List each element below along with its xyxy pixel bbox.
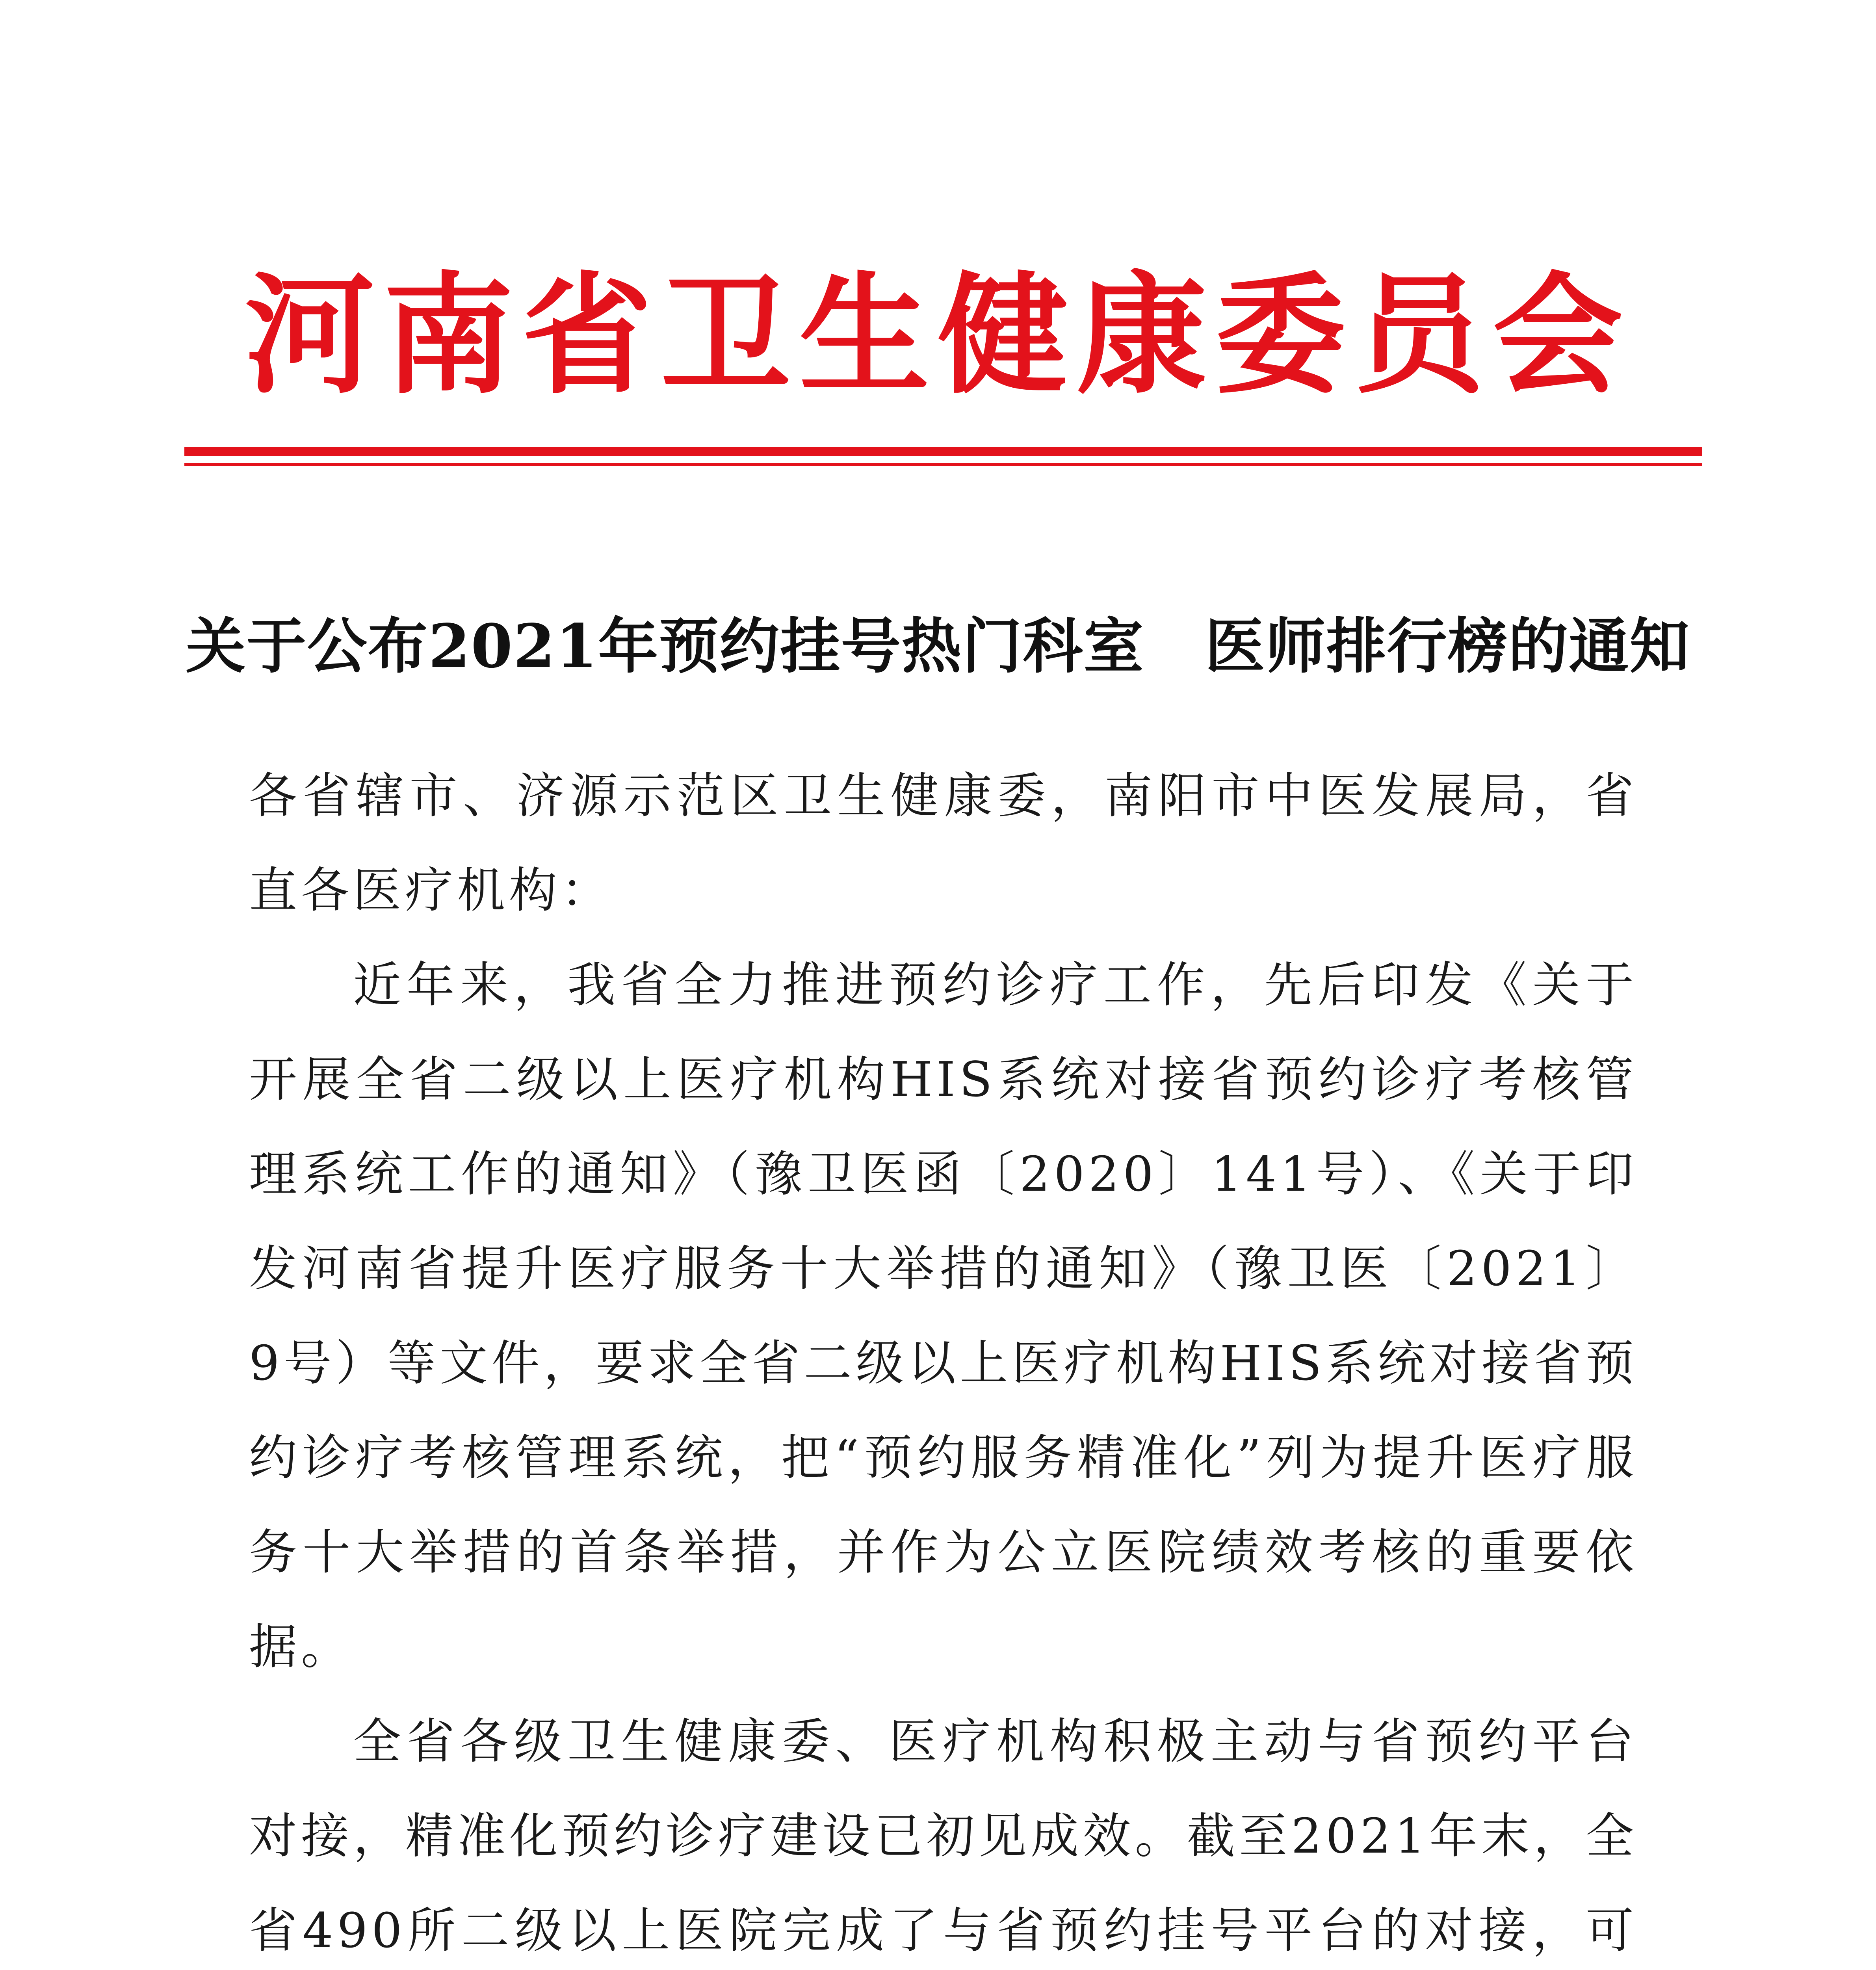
masthead-rule-thick bbox=[184, 447, 1702, 456]
masthead-rule-thin bbox=[184, 463, 1702, 466]
paragraph-2: 全省各级卫生健康委、医疗机构积极主动与省预约平台对接，精准化预约诊疗建设已初见成效。截至2021年末，全省490所二级以上医院完成了与省预约挂号平台的对接，可 bbox=[249, 1714, 1638, 1959]
document-body bbox=[249, 749, 1638, 1970]
paragraph-1: 近年来，我省全力推进预约诊疗工作，先后印发《关于开展全省二级以上医疗机构HIS系统对接省预约诊疗考核管理系统工作的通知》（豫卫医函〔2020〕141号）、《关于印发河南省提升医疗服务十大举措的通知》（豫卫医〔2021〕9号）等文件，要求全省二级以上医疗机构HIS系统对接省预约诊疗考核管理系统，把“预约服务精准化”列为提升医疗服务十大举措的首条举措，并作为公立医院绩效考核的重要依据。 bbox=[249, 957, 1638, 1675]
salutation: 各省辖市、济源示范区卫生健康委，南阳市中医发展局，省直各医疗机构： bbox=[249, 768, 1638, 918]
masthead-title: 河南省卫生健康委员会 bbox=[245, 258, 1631, 411]
document-title: 关于公布2021年预约挂号热门科室 医师排行榜的通知 bbox=[186, 611, 1690, 681]
